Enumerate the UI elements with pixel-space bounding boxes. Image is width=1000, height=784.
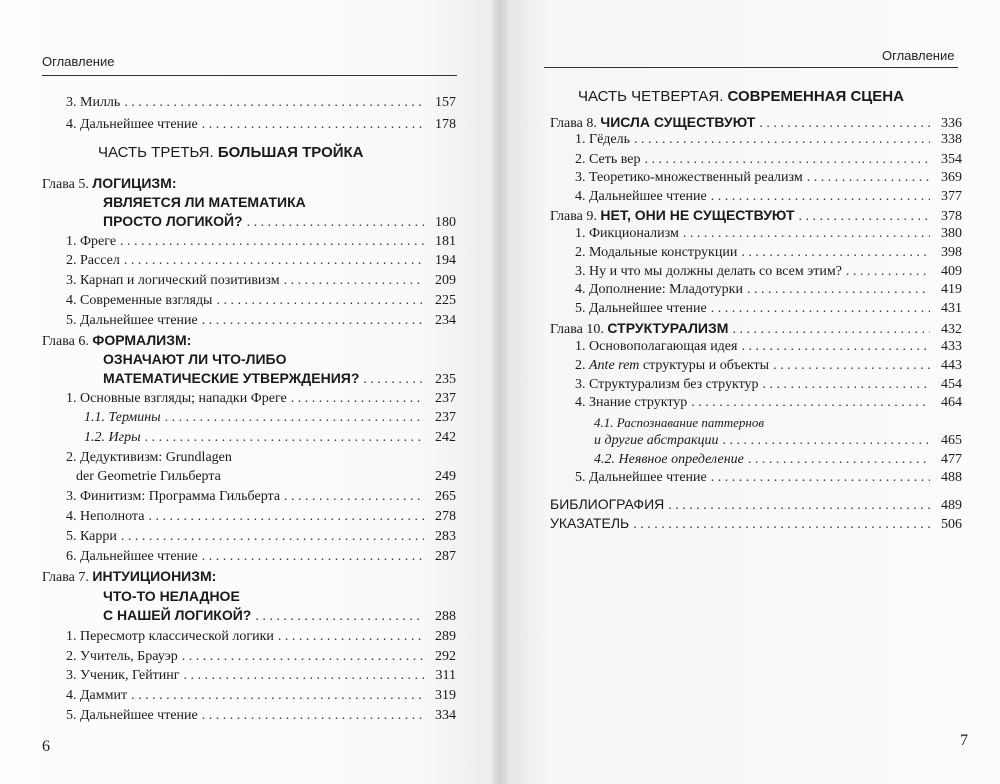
toc-entry: 2. Учитель, Брауэр . . . 292	[66, 648, 456, 666]
toc-entry: 3. Теоретико-множественный реализм . . . 369	[575, 169, 962, 187]
header-rule	[544, 67, 958, 68]
page-number: 7	[960, 732, 968, 749]
toc-entry: 4. Дальнейшее чтение . . . 178	[66, 116, 456, 134]
toc-entry: 1.1. Термины . . . 237	[84, 409, 456, 427]
part-heading: ЧАСТЬ ЧЕТВЕРТАЯ. СОВРЕМЕННАЯ СЦЕНА	[578, 88, 904, 105]
page-number: 6	[42, 738, 50, 755]
toc-entry: 1.2. Игры . . . 242	[84, 429, 456, 447]
chapter-title-line: ОЗНАЧАЮТ ЛИ ЧТО-ЛИБО	[103, 351, 287, 367]
toc-entry: 4. Дальнейшее чтение . . . 377	[575, 188, 962, 206]
toc-entry: 5. Дальнейшее чтение . . . 234	[66, 312, 456, 330]
right-page	[508, 0, 1000, 784]
toc-entry: Глава 10. СТРУКТУРАЛИЗМ . . . 432	[550, 319, 962, 339]
toc-entry: 5. Дальнейшее чтение . . . 334	[66, 707, 456, 725]
toc-entry: 2. Сеть вер . . . 354	[575, 151, 962, 169]
toc-entry: 1. Фикционализм . . . 380	[575, 225, 962, 243]
toc-entry: 4. Знание структур . . . 464	[575, 394, 962, 412]
header-rule	[42, 75, 457, 76]
toc-entry: С НАШЕЙ ЛОГИКОЙ? . . . 288	[103, 606, 456, 626]
toc-entry: Глава 8. ЧИСЛА СУЩЕСТВУЮТ . . . 336	[550, 113, 962, 133]
toc-entry: 3. Структурализм без структур . . . 454	[575, 376, 962, 394]
toc-entry: 2. Модальные конструкции . . . 398	[575, 244, 962, 262]
toc-entry: МАТЕМАТИЧЕСКИЕ УТВЕРЖДЕНИЯ? . . . 235	[103, 369, 456, 389]
toc-entry: 4. Неполнота . . . 278	[66, 508, 456, 526]
toc-entry: Глава 9. НЕТ, ОНИ НЕ СУЩЕСТВУЮТ . . . 378	[550, 206, 962, 226]
chapter-heading: Глава 6. ФОРМАЛИЗМ:	[42, 332, 192, 349]
toc-entry: 1. Основополагающая идея . . . 433	[575, 338, 962, 356]
toc-entry: 3. Ученик, Гейтинг . . . 311	[66, 667, 456, 685]
part-heading: ЧАСТЬ ТРЕТЬЯ. БОЛЬШАЯ ТРОЙКА	[98, 144, 364, 161]
running-head: Оглавление	[42, 54, 115, 69]
chapter-heading: Глава 7. ИНТУИЦИОНИЗМ:	[42, 568, 217, 585]
toc-entry: 3. Ну и что мы должны делать со всем этим? . . . 409	[575, 263, 962, 281]
toc-entry-line: 2. Дедуктивизм: Grundlagen	[66, 450, 232, 465]
left-page	[0, 0, 492, 784]
toc-entry: der Geometrie Гильберта 249	[76, 469, 456, 484]
toc-entry: ПРОСТО ЛОГИКОЙ? . . . 180	[103, 212, 456, 232]
toc-entry: 4. Даммит . . . 319	[66, 687, 456, 705]
toc-entry: 5. Карри . . . 283	[66, 528, 456, 546]
toc-entry: 1. Основные взгляды; нападки Фреге . . . 237	[66, 390, 456, 408]
chapter-heading: Глава 5. ЛОГИЦИЗМ:	[42, 175, 177, 192]
toc-entry: УКАЗАТЕЛЬ . . . 506	[550, 514, 962, 534]
chapter-title-line: ЧТО-ТО НЕЛАДНОЕ	[103, 588, 240, 604]
toc-entry: 5. Дальнейшее чтение . . . 431	[575, 300, 962, 318]
chapter-title-line: ЯВЛЯЕТСЯ ЛИ МАТЕМАТИКА	[103, 194, 306, 210]
toc-entry: 1. Пересмотр классической логики . . . 289	[66, 628, 456, 646]
toc-entry: 1. Гёдель . . . 338	[575, 131, 962, 149]
toc-entry: 4. Современные взгляды . . . 225	[66, 292, 456, 310]
toc-entry: и другие абстракции . . . 465	[594, 432, 962, 450]
toc-entry: БИБЛИОГРАФИЯ . . . 489	[550, 495, 962, 515]
toc-entry: 2. Рассел . . . 194	[66, 252, 456, 270]
book-gutter	[492, 0, 508, 784]
running-head: Оглавление	[882, 48, 955, 63]
toc-entry: 3. Милль . . . 157	[66, 94, 456, 112]
toc-entry: 1. Фреге . . . 181	[66, 233, 456, 251]
toc-entry: 4.2. Неявное определение . . . 477	[594, 451, 962, 469]
toc-entry: 3. Финитизм: Программа Гильберта . . . 265	[66, 488, 456, 506]
toc-entry: 3. Карнап и логический позитивизм . . . 209	[66, 272, 456, 290]
toc-entry: 5. Дальнейшее чтение . . . 488	[575, 469, 962, 487]
toc-entry-line: 4.1. Распознавание паттернов	[594, 415, 764, 430]
toc-entry: 2. Ante rem структуры и объекты . . . 443	[575, 357, 962, 375]
toc-entry: 4. Дополнение: Младотурки . . . 419	[575, 281, 962, 299]
toc-entry: 6. Дальнейшее чтение . . . 287	[66, 548, 456, 566]
